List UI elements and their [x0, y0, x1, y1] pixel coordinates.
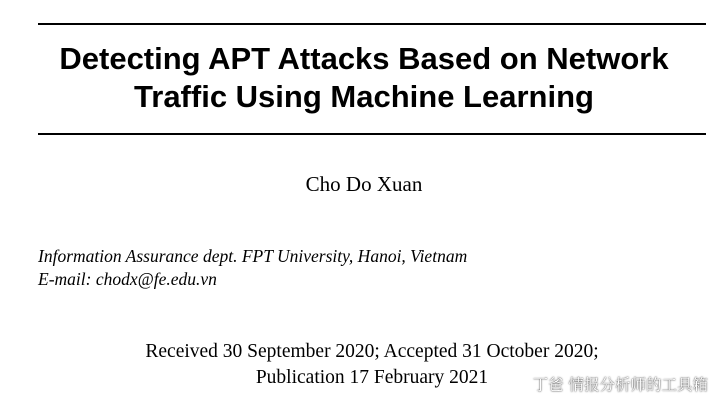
- email-text: E-mail: chodx@fe.edu.vn: [38, 269, 217, 289]
- paper-title: [0, 40, 728, 116]
- received-accepted-dates: Received 30 September 2020; Accepted 31 October 2020;: [145, 341, 599, 362]
- wechat-icon: [509, 375, 529, 393]
- title-line-2: Traffic Using Machine Learning: [134, 79, 594, 114]
- affiliation-text: Information Assurance dept. FPT University, Hanoi, Vietnam: [38, 246, 468, 266]
- title-bottom-rule: [38, 133, 706, 135]
- publication-date: Publication 17 February 2021: [255, 367, 489, 388]
- author-name: Cho Do Xuan: [305, 172, 423, 196]
- watermark: [509, 370, 708, 398]
- author-affiliation-block: [38, 245, 698, 291]
- title-top-rule: [38, 23, 706, 25]
- watermark-text: 丁爸 情报分析师的工具箱: [532, 376, 708, 394]
- title-line-1: Detecting APT Attacks Based on Network: [59, 41, 669, 76]
